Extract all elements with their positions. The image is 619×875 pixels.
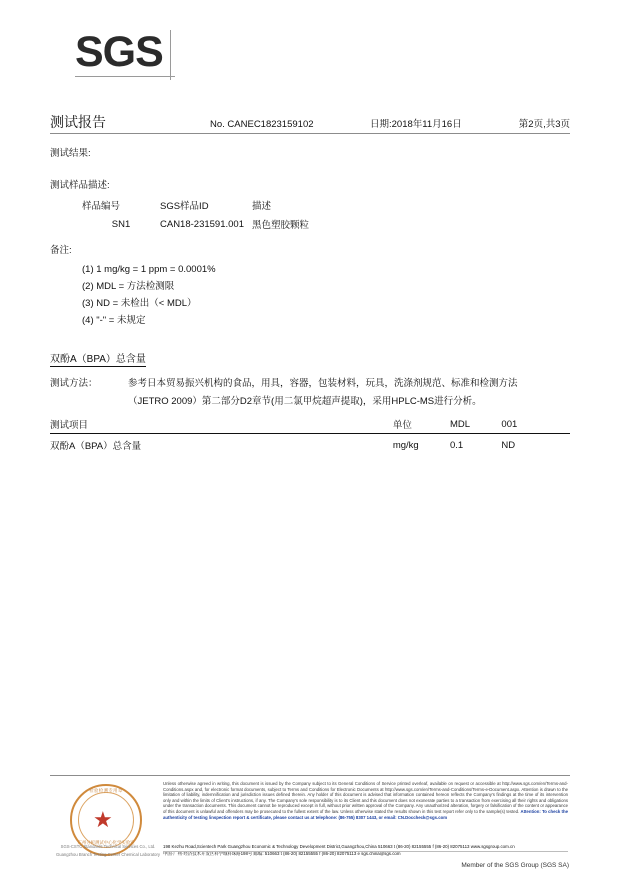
- page-indicator: 第2页,共3页: [518, 119, 570, 130]
- address-en-fax: f (86-20) 82075113: [432, 844, 470, 849]
- address-cn-mail: e sgs.china@sgs.com: [357, 851, 401, 856]
- stamp-top-text: 检验检测专用章: [89, 788, 123, 793]
- logo-vertical-tick: [170, 30, 171, 80]
- result-value: ND: [501, 439, 516, 451]
- address-divider: [163, 851, 568, 852]
- report-date: 日期:2018年11月16日: [370, 119, 462, 130]
- result-col-mdl: MDL: [450, 417, 501, 434]
- result-mdl: 0.1: [449, 439, 464, 451]
- list-item: (3) ND = 未检出（< MDL）: [82, 298, 197, 309]
- official-stamp: [56, 782, 160, 862]
- table-row: [82, 215, 392, 231]
- result-unit: mg/kg: [392, 439, 419, 451]
- sample-sgsid: CAN18-231591.001: [160, 218, 244, 230]
- stamp-bottom-text: 广州分析测试中心化学实验室: [77, 840, 135, 845]
- result-col-item: 测试项目: [50, 417, 393, 434]
- address-en-tel: t (86-20) 82155555: [393, 844, 432, 849]
- list-item: (1) 1 mg/kg = 1 ppm = 0.0001%: [82, 264, 216, 275]
- bpa-section-heading: 双酚A（BPA）总含量: [50, 350, 146, 367]
- logo-divider: [75, 76, 175, 77]
- test-method-text: 参考日本贸易振兴机构的食品，用具，容器，包装材料，玩具，洗涤剂规范、标准和检测方法（JETRO 2009）第二部分D2章节(用二氯甲烷超声提取)，采用HPLC-MS进行分析。: [128, 378, 518, 407]
- sample-col-number: 样品编号: [82, 201, 121, 212]
- notes-label: 备注:: [50, 245, 72, 256]
- sample-col-description: 描述: [252, 201, 272, 212]
- address-en-web: www.sgsgroup.com.cn: [470, 844, 515, 849]
- legal-paragraph: Unless otherwise agreed in writing, this document is issued by the Company subject to its General Conditions of Service printed overleaf, available on request or accessible at http://www.sgs.com/en/Terms-and-Conditions.aspx and, for electronic format documents, subject to Terms and Conditions for Electronic Documents at http://www.sgs.com/en/Terms-and-Conditions/Terms-e-Document.aspx. Attention is drawn to the limitation of liability, indemnification and jurisdiction issues defined therein. Any holder of this document is advised that information contained hereon reflects the Company's findings at the time of its intervention only and within the limits of Client's instructions, if any. The Company's sole responsibility is to its Client and this document does not exonerate parties to a transaction from exercising all their rights and obligations under the transaction documents. This document cannot be reproduced except in full, without prior written approval of the Company. Any unauthorized alteration, forgery or falsification of the content or appearance of this document is unlawful and offenders may be prosecuted to the fullest extent of the law. Unless otherwise stated the results shown in this test report refer only to the sample(s) tested.: [163, 781, 568, 814]
- address-cn-tel: t (86-20) 82155555: [280, 851, 318, 856]
- sample-description: 黑色塑胶颗粒: [252, 220, 310, 231]
- test-method-label: 测试方法：: [50, 378, 98, 389]
- stamp-label-line-2: Guangzhou Branch Testing Center Chemical Laboratory: [56, 852, 160, 857]
- stamp-label-line-1: SGS-CSTC Standards Technical Services Co., Ltd.: [60, 844, 156, 849]
- address-row-en: [163, 843, 568, 850]
- footer-divider: [50, 775, 570, 776]
- result-col-sample-001: 001: [501, 417, 570, 434]
- report-number: No. CANEC1823159102: [210, 119, 314, 130]
- results-label: 测试结果:: [50, 148, 91, 159]
- header-divider: [50, 133, 570, 134]
- page-title: 测试报告: [50, 114, 106, 130]
- sgs-logo-text: SGS: [75, 28, 163, 76]
- address-en: 198 Kezhu Road,Scientech Park Guangzhou Economic & Technology Development District,Guangzhou,China: [163, 844, 377, 849]
- sgs-group-member-line: Member of the SGS Group (SGS SA): [461, 862, 569, 869]
- star-icon: ★: [93, 807, 113, 832]
- sample-col-sgsid: SGS样品ID: [160, 201, 209, 212]
- table-row: [50, 434, 570, 453]
- address-en-zip: 510663: [377, 844, 393, 849]
- sgs-logo: [75, 30, 185, 77]
- list-item: (4) "-" = 未规定: [82, 315, 146, 326]
- sample-table-header-row: [82, 198, 392, 215]
- list-item: (2) MDL = 方法检测限: [82, 281, 175, 292]
- report-header-row: [50, 112, 570, 132]
- sample-number: SN1: [111, 218, 131, 230]
- result-item-name: 双酚A（BPA）总含量: [50, 441, 142, 452]
- footer-legal-text: [163, 781, 568, 820]
- footer-address-block: [163, 843, 568, 857]
- legal-authenticity: Attention: To check the authenticity of testing /inspection report & certificate, please contact us at telephone: (86-755) 8307 1443, or email: CN.Doccheck@sgs.com: [163, 808, 568, 820]
- address-cn: 中国·广州·经济技术开发区科学城科珠路198号: [163, 851, 253, 856]
- address-cn-zip: 邮编: 510663: [253, 851, 280, 856]
- address-cn-fax: f (86-20) 82075113: [319, 851, 357, 856]
- result-col-unit: 单位: [393, 417, 450, 434]
- sample-table: [82, 198, 392, 231]
- notes-list: [82, 261, 216, 329]
- result-table-header-row: [50, 417, 570, 434]
- bpa-result-table: [50, 417, 570, 452]
- sample-description-label: 测试样品描述:: [50, 180, 110, 191]
